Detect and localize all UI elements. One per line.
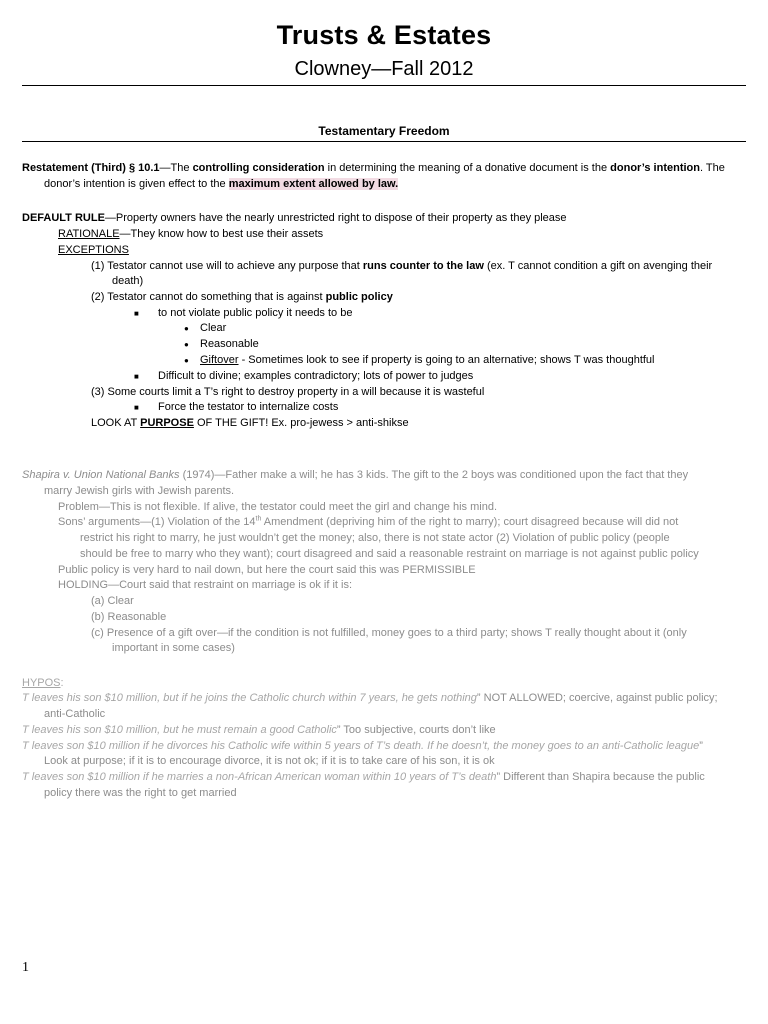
exception-2-sub — [134, 306, 352, 321]
hypo-1-fact: T leaves his son $10 million, but if he joins the Catholic church within 7 years, he gets nothing — [22, 692, 477, 704]
criteria-clear — [184, 321, 226, 336]
page-number: 1 — [22, 960, 29, 975]
hypo-2-fact: T leaves his son $10 million, but he must remain a good Catholic — [22, 724, 337, 736]
restatement-cite: Restatement (Third) § 10.1 — [22, 162, 160, 174]
criteria-giftover — [184, 353, 655, 368]
holding-b: (b) Reasonable — [91, 611, 167, 623]
sons-superscript: th — [255, 515, 262, 523]
hypo-1 — [22, 691, 718, 705]
holding-c: (c) Presence of a gift over—if the condition is not fulfilled, money goes to a third party; shows T really thought about it (only — [91, 627, 687, 639]
case-summary: (1974)—Father make a will; he has 3 kids. The gift to the 2 boys was conditioned upon the fact that they — [179, 469, 689, 481]
exceptions — [58, 243, 129, 257]
round-bullet-icon: ● — [184, 340, 189, 349]
hypos-colon: : — [60, 677, 64, 689]
hypos-label: HYPOS — [22, 677, 61, 689]
restatement-dash: —The — [159, 162, 193, 174]
exception-2-difficult — [134, 369, 473, 384]
exception-3-sub — [134, 400, 338, 415]
restatement-line-2-text: donor’s intention is given effect to the — [44, 178, 229, 190]
controlling-consideration: controlling consideration — [192, 162, 325, 174]
holding-a: (a) Clear — [91, 595, 134, 607]
default-rule-label: DEFAULT RULE — [22, 212, 105, 224]
exception-3-sub-text: Force the testator to internalize costs — [158, 401, 339, 413]
rationale-label: RATIONALE — [58, 228, 120, 240]
exception-1-example: (ex. T cannot condition a gift on avenging their — [483, 260, 713, 272]
giftover-label: Giftover — [200, 354, 239, 366]
exception-1-cont: death) — [112, 275, 144, 287]
restatement-end: . The — [699, 162, 725, 174]
rationale — [58, 227, 323, 241]
case-sons-line-2: restrict his right to marry, he just wouldn’t get the money; also, there is not state actor (2) Violation of public policy (people — [80, 532, 670, 544]
case-policy: Public policy is very hard to nail down, but here the court said this was PERMISSIBLE — [58, 564, 476, 576]
default-rule — [22, 211, 567, 225]
hypos-heading — [22, 676, 64, 690]
restatement-line-2 — [44, 177, 398, 191]
criteria-reasonable — [184, 337, 259, 352]
round-bullet-icon: ● — [184, 356, 189, 365]
difficult-text: Difficult to divine; examples contradictory; lots of power to judges — [158, 370, 474, 382]
exception-1-text: (1) Testator cannot use will to achieve any purpose that — [91, 260, 363, 272]
criteria-reasonable-text: Reasonable — [200, 338, 259, 350]
look-at-example: OF THE GIFT! Ex. pro-jewess > anti-shikse — [193, 417, 409, 429]
purpose-word: PURPOSE — [140, 417, 194, 429]
hypo-1-answer: ” NOT ALLOWED; coercive, against public policy; — [476, 692, 718, 704]
document-title: Trusts & Estates — [276, 20, 492, 50]
exception-2-bold: public policy — [325, 291, 393, 303]
exception-2 — [91, 290, 393, 304]
hypo-4-fact: T leaves son $10 million if he marries a non-African American woman within 10 years of T’s death — [22, 771, 497, 783]
round-bullet-icon: ● — [184, 324, 189, 333]
criteria-clear-text: Clear — [200, 322, 227, 334]
hypo-2 — [22, 723, 496, 737]
hypo-2-answer: ” Too subjective, courts don’t like — [336, 724, 496, 736]
hypo-3-answer: Look at purpose; if it is to encourage divorce, it is not ok; if it is to take care of his son, it is ok — [44, 755, 495, 767]
sons-text-a: Sons’ arguments—(1) Violation of the 14 — [58, 516, 256, 528]
header-divider — [22, 85, 746, 86]
square-bullet-icon: ■ — [134, 309, 139, 318]
case-problem: Problem—This is not flexible. If alive, the testator could meet the girl and change his mind. — [58, 501, 497, 513]
hypo-1-cont: anti-Catholic — [44, 708, 106, 720]
case-sons-arguments — [58, 515, 678, 529]
restatement-mid: in determining the meaning of a donative document is the — [324, 162, 611, 174]
exception-3: (3) Some courts limit a T’s right to destroy property in a will because it is wasteful — [91, 386, 485, 398]
hypo-4 — [22, 770, 705, 784]
case-line-2: marry Jewish girls with Jewish parents. — [44, 485, 235, 497]
default-rule-text: —Property owners have the nearly unrestricted right to dispose of their property as they please — [104, 212, 567, 224]
case-line-1 — [22, 468, 688, 482]
sons-text-b: Amendment (depriving him of the right to marry); court disagreed because will did not — [261, 516, 679, 528]
giftover-text: - Sometimes look to see if property is going to an alternative; shows T was thoughtful — [238, 354, 655, 366]
section-divider — [22, 141, 746, 142]
exception-2-text: (2) Testator cannot do something that is against — [91, 291, 326, 303]
section-heading: Testamentary Freedom — [318, 124, 450, 138]
document-subtitle: Clowney—Fall 2012 — [294, 58, 474, 80]
case-sons-line-3: should be free to marry who they want); court disagreed and said a reasonable restraint on marriage is not against public policy — [80, 548, 699, 560]
case-holding: HOLDING—Court said that restraint on marriage is ok if it is: — [58, 579, 353, 591]
rationale-text: —They know how to best use their assets — [119, 228, 324, 240]
highlighted-text: maximum extent allowed by law. — [228, 178, 399, 190]
hypo-4-cont: policy there was the right to get married — [44, 787, 237, 799]
exception-1 — [91, 259, 712, 273]
look-at-purpose — [91, 416, 409, 430]
hypo-3-fact: T leaves son $10 million if he divorces his Catholic wife within 5 years of T’s death. If he doesn’t, the money goes to an anti-Catholic league — [22, 740, 700, 752]
holding-c-cont: important in some cases) — [112, 642, 235, 654]
look-at-text: LOOK AT — [91, 417, 141, 429]
hypo-3 — [22, 739, 703, 753]
square-bullet-icon: ■ — [134, 403, 139, 412]
hypo-3-quote: ” — [699, 740, 703, 752]
exception-1-bold: runs counter to the law — [362, 260, 484, 272]
square-bullet-icon: ■ — [134, 372, 139, 381]
hypo-4-answer: ” Different than Shapira because the public — [496, 771, 705, 783]
restatement-line-1 — [22, 161, 725, 175]
donor-intention: donor’s intention — [610, 162, 700, 174]
case-name: Shapira v. Union National Banks — [22, 469, 180, 481]
exception-2-sub-text: to not violate public policy it needs to be — [158, 307, 353, 319]
exceptions-label: EXCEPTIONS — [58, 244, 129, 256]
